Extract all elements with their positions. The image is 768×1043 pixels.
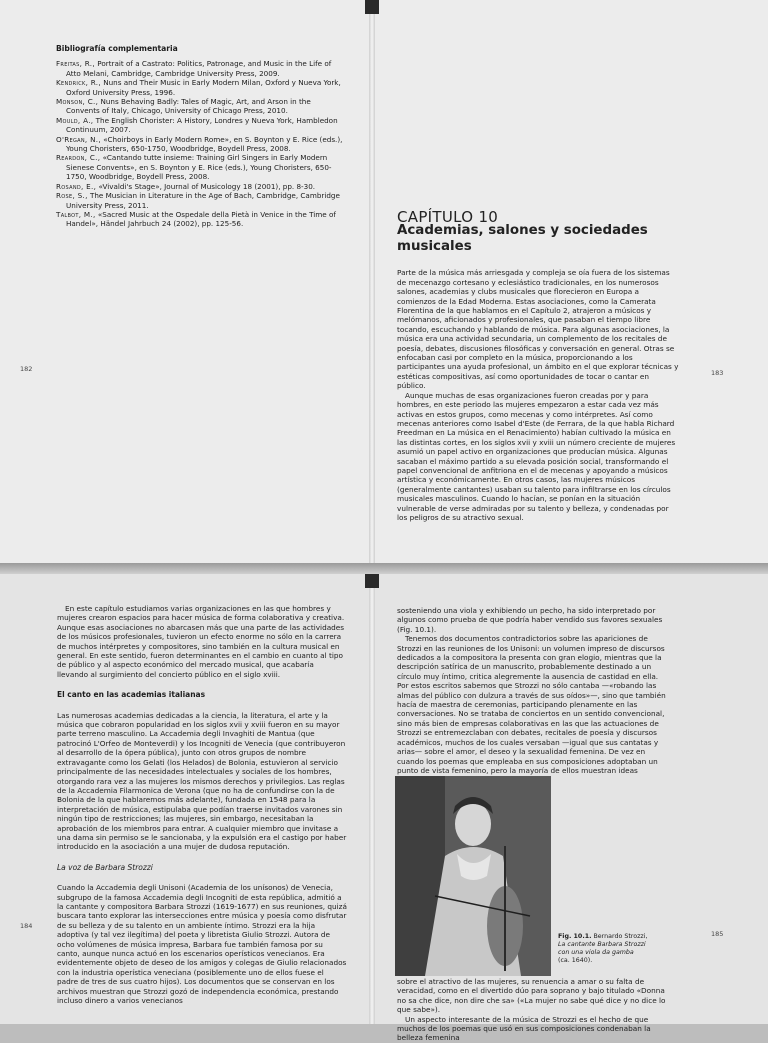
bibliography-entry — [56, 182, 346, 191]
gutter — [369, 574, 375, 1024]
caption-fig-number: Fig. 10.1. — [558, 933, 592, 940]
bottom-spread — [0, 574, 768, 1024]
spine-mark — [365, 0, 379, 14]
entry-reference: The Musician in Literature in the Age of Bach, Cambridge, Cambridge University Press, 2011. — [66, 191, 340, 210]
bibliography-entry — [56, 210, 346, 229]
entry-reference: The English Chorister: A History, Londres y Nueva York, Hambledon Continuum, 2007. — [66, 115, 338, 135]
entry-author: Talbot, M., — [56, 209, 96, 219]
section-heading: El canto en las academias italianas — [57, 690, 206, 700]
chapter-title: Academias, salones y sociedades musicales — [397, 223, 648, 254]
figure-caption — [558, 933, 648, 965]
entry-author: Monson, C., — [56, 97, 99, 107]
entry-author: Mould, A., — [56, 115, 94, 125]
paragraph: Un aspecto interesante de la música de Strozzi es el hecho de que muchos de los poemas que usó en sus composiciones condenaban la belleza femenina — [397, 1014, 651, 1043]
paragraph: Tenemos dos documentos contradictorios sobre las apariciones de Strozzi en las reuniones de los Unisoni: un volumen impreso de discursos dedicados a la compositora la presenta con gran elogio, mientras que la descripción satírica de un manuscrito, probablemente destinado a un círculo muy íntimo, critica alegremente la ausencia de castidad en ella. Por estos escritos sabemos que Strozzi no sólo cantaba —«robando las almas del público con dulzura a través de sus oídos»—, sino que también hacía de maestra de ceremonias, participando plenamente en las conversaciones. No se trataba de conciertos en un sentido convencional, sino más bien de empresas colaborativas en las que las actuaciones de Strozzi se entremezclaban con debates, recitales de poesía y discursos académicos, muchos de los cuales versaban —igual que sus cantatas y arias— sobre el amor, el deseo y la sexualidad femenina. De vez en cuando los poemas que empleaba en sus composiciones adoptaban un punto de vista femenino, pero la mayoría de ellos muestran ideas — [397, 634, 666, 775]
entry-reference: Nuns and Their Music in Early Modern Milan, Oxford y Nueva York, Oxford University Press, 1996. — [66, 78, 341, 97]
entry-author: Rose, S., — [56, 191, 88, 201]
bibliography-entry — [56, 153, 346, 181]
right-column — [397, 606, 672, 785]
page-number: 183 — [711, 369, 724, 377]
chapter-label: CAPÍTULO 10 — [397, 208, 499, 226]
bibliography-entry — [56, 97, 346, 116]
paragraph: Las numerosas academias dedicadas a la ciencia, la literatura, el arte y la música que cobraron popularidad en los siglos xvii y xviii fueron en su mayor parte terreno masculino. La Accademia degli Invaghiti de Mantua (que patrocinó L'Orfeo de Monteverdi) y los Incogniti de Venecia (que contribuyeron al desarrollo de la ópera pública), junto con otros grupos de nombre extravagante como los Gelati (los Helados) de Bolonia, estuvieron al servicio principalmente de las necesidades intelectuales y sociales de los hombres, otorgando rara vez a las mujeres los mismos derechos y privilegios. Las reglas de la Accademia Filarmonica de Verona (que no ha de confundirse con la de Bolonia de la que hablaremos más adelante), fundada en 1548 para la interpretación de música, estipulaba que podían traerse invitados varones sin ningún tipo de restricciones; las mujeres, sin embargo, necesitaban la aprobación de los miembros para entrar. A cualquier miembro que invitase a una dama sin permiso se le sancionaba, y la expulsión era el castigo por haber introducido en la asociación a una mujer de dudosa reputación. — [57, 710, 347, 852]
bibliography-entry — [56, 135, 346, 154]
intro-paragraph: En este capítulo estudiamos varias organizaciones en las que hombres y mujeres crearon espacios para hacer música de forma colaborativa y creativa. Aunque esas asociaciones no abarcasen más que una parte de las actividades de los músicos profesionales, tuvieron un efecto enorme no sólo en la carrera de muchos intérpretes y compositores, sino también en la cultura musical en general. En este sentido, fueron determinantes en el cambio en cuanto al tipo de público y al aspecto económico del mercado musical, que acabaría llevando al surgimiento del concierto público en el siglo xviii. — [57, 604, 345, 679]
paragraph: Cuando la Accademia degli Unisoni (Academia de los unísonos) de Venecia, subgrupo de la famosa Accademia degli Incogniti de esta república, admitió a la cantante y compositora Barbara Strozzi (1619-1677) en sus reuniones, quizá buscara tanto explorar las intersecciones entre música y poesía como disfrutar de su belleza y de su talento en un ambiente íntimo. Strozzi era la hija adoptiva (y tal vez ilegítima) del poeta y libretista Giulio Strozzi. Autora de ocho volúmenes de música impresa, Barbara fue también famosa por su canto, aunque nunca actuó en los escenarios operísticos venecianos. Era evidentemente objeto de deseo de los amigos y colegas de Giulio relacionados con la industria operística veneciana (posiblemente uno de ellos fuese el padre de tres de sus cuatro hijos). Los documentos que se conservan en los archivos muestran que Strozzi gozó de independencia económica, prestando incluso dinero a varios venecianos — [57, 883, 347, 1006]
spine-mark — [365, 574, 379, 588]
paragraph: Parte de la música más arriesgada y compleja se oía fuera de los sistemas de mecenazgo cortesano y eclesiástico tradicionales, en los numerosos salones, academias y clubs musicales que florecieron en Europa a comienzos de la Edad Moderna. Estas asociaciones, como la Camerata Florentina de la que hablamos en el Capítulo 2, atrajeron a músicos y melómanos, aficionados y profesionales, que pasaban el tiempo libre tocando, escuchando y hablando de música. Para algunas asociaciones, la música era una actividad secundaria, un complemento de los recitales de poesía, debates, discusiones filosóficas y conversación en general. Otras se enfocaban casi por completo en la música, proporcionando a los participantes una ayuda profesional, un ámbito en el que explorar técnicas y estéticas compositivas, así como oportunidades de tocar o cantar en público. — [397, 268, 679, 391]
page-number: 182 — [20, 365, 33, 373]
entry-reference: «Choirboys in Early Modern Rome», en S. Boynton y E. Rice (eds.), Young Choristers, 650-1750, Woodbridge, Boydell Press, 2008. — [66, 134, 343, 154]
bibliography-entry — [56, 116, 346, 135]
page-fold — [0, 563, 768, 574]
entry-reference: «Cantando tutte insieme: Training Girl Singers in Early Modern Sienese Convents», en S. Boynton y E. Rice (eds.), Young Choristers, 650-1750, Woodbridge, Boydell Press, 2008. — [66, 153, 332, 182]
paragraph: sosteniendo una viola y exhibiendo un pecho, ha sido interpretado por algunos como prueba de que podría haber vendido sus favores sexuales (Fig. 10.1). — [397, 606, 663, 634]
bibliography-heading: Bibliografía complementaria — [56, 44, 178, 53]
caption-author: Bernardo Strozzi, — [591, 933, 648, 940]
bibliography-entry — [56, 191, 346, 210]
caption-date: (ca. 1640). — [558, 957, 593, 964]
paragraph: Aunque muchas de esas organizaciones fueron creadas por y para hombres, en este periodo las mujeres empezaron a estar cada vez más activas en estos grupos, como mecenas y como intérpretes. Así como mecenas anteriores como Isabel d'Este (de Ferrara, de la que habla Richard Freedman en La música en el Renacimiento) habían cultivado la música en las distintas cortes, en los siglos xvii y xviii un número creciente de mujeres asumió un papel activo en organizaciones que producían música. Algunas sacaban el máximo partido a su elevada posición social, transformando el papel convencional de anfitriona en el de mecenas y apoyando a músicos artística y económicamente. En otros casos, las mujeres músicos (generalmente cantantes) usaban su talento para infiltrarse en los círculos musicales masculinos. Cuando lo hacían, se ponían en la situación vulnerable de verse admiradas por su talento y belleza, y condenadas por los peligros de su atractivo sexual. — [397, 390, 676, 522]
bibliography-entry — [56, 59, 346, 78]
bibliography-entry — [56, 78, 346, 97]
entry-author: Kendrick, R., — [56, 78, 101, 88]
entry-reference: Portrait of a Castrato: Politics, Patronage, and Music in the Life of Atto Melani, Cambridge, Cambridge University Press, 2009. — [66, 59, 332, 78]
entry-reference: Nuns Behaving Badly: Tales of Magic, Art, and Arson in the Convents of Italy, Chicago, University of Chicago Press, 2010. — [66, 97, 311, 116]
portrait-image — [395, 776, 551, 976]
left-column — [57, 604, 347, 1005]
page-number: 185 — [711, 930, 724, 938]
subsection-heading: La voz de Barbara Strozzi — [57, 862, 153, 872]
entry-author: O'Regan, N., — [56, 134, 101, 144]
entry-author: Reardon, C., — [56, 153, 101, 163]
portrait-illustration — [395, 776, 551, 976]
paragraph: sobre el atractivo de las mujeres, su renuencia a amar o su falta de veracidad, como en el divertido dúo para soprano y bajo titulado «Donna no sa che dice, non dire che sa» («La mujer no sabe qué dice y no dice lo que sabe»). — [397, 977, 666, 1015]
entry-author: Rosand, E., — [56, 181, 97, 191]
bibliography-list — [56, 59, 346, 228]
chapter-opening — [397, 208, 679, 522]
bibliography — [56, 44, 346, 229]
gutter — [369, 0, 375, 563]
right-column-continued — [397, 977, 672, 1043]
page-number: 184 — [20, 922, 33, 930]
entry-reference: «Sacred Music at the Ospedale della Pietà in Venice in the Time of Handel», Händel Jahrbuch 24 (2002), pp. 125-56. — [66, 209, 336, 229]
caption-title: La cantante Barbara Strozzi con una viola da gamba — [558, 941, 646, 956]
entry-reference: «Vivaldi's Stage», Journal of Musicology 18 (2001), pp. 8-30. — [96, 181, 316, 191]
entry-author: Freitas, R., — [56, 59, 95, 69]
